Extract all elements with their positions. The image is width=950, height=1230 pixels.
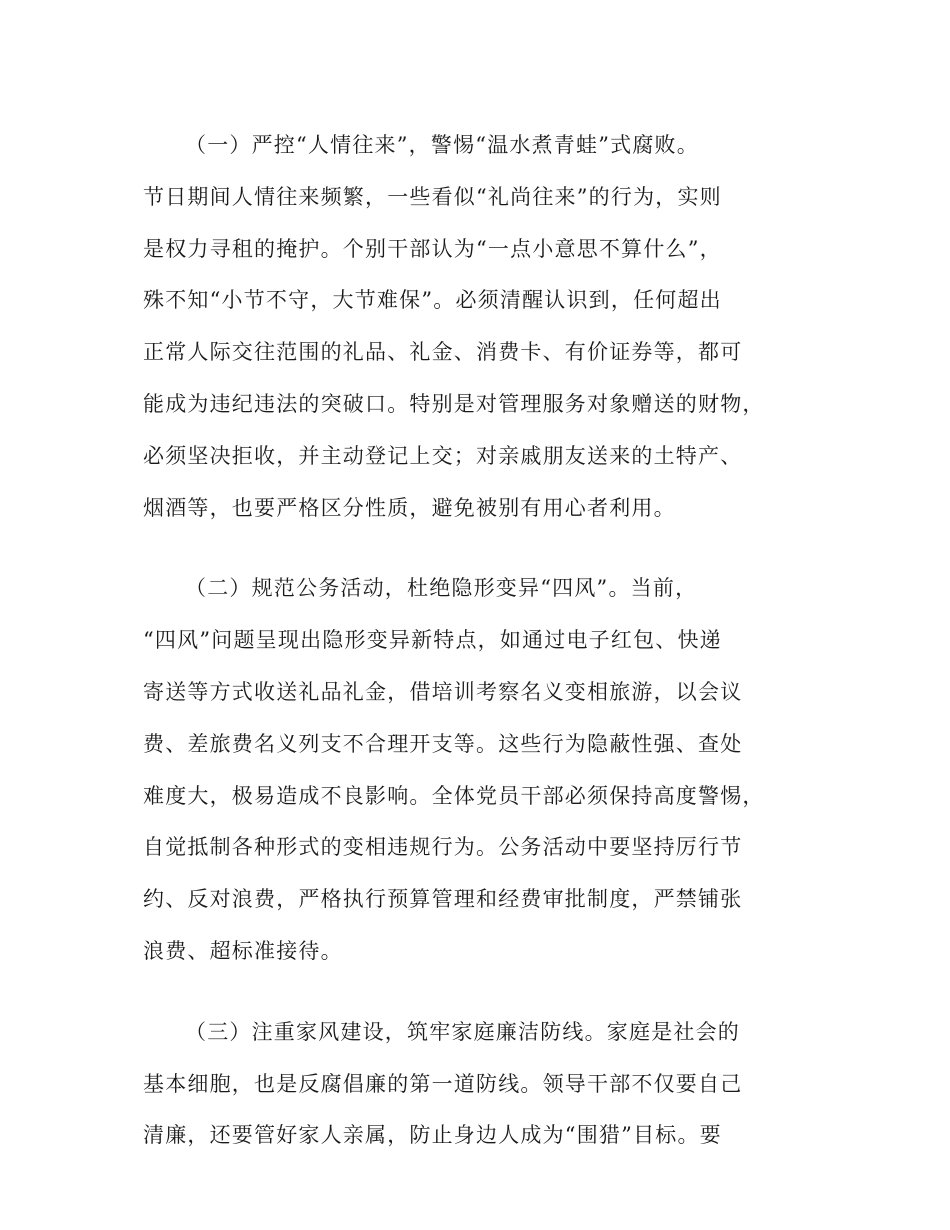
paragraph-line: （一）严控“人情往来”，警惕“温水煮青蛙”式腐败。 [185,133,699,157]
paragraph-line: 清廉，还要管好家人亲属，防止身边人成为“围猎”目标。要 [143,1123,722,1148]
paragraph-line: （二）规范公务活动，杜绝隐形变异“四风”。当前， [185,576,698,601]
paragraph-line: 基本细胞，也是反腐倡廉的第一道防线。领导干部不仅要自己 [143,1071,743,1096]
paragraph-line: 费、差旅费名义列支不合理开支等。这些行为隐蔽性强、查处 [143,731,743,756]
paragraph-line: （三）注重家风建设，筑牢家庭廉洁防线。家庭是社会的 [185,1019,740,1044]
paragraph-line: 殊不知“小节不守，大节难保”。必须清醒认识到，任何超出 [143,288,722,313]
paragraph-1 [143,120,823,534]
paragraph-line: 节日期间人情往来频繁，一些看似“礼尚往来”的行为，实则 [143,184,722,209]
paragraph-line: 烟酒等，也要严格区分性质，避免被别有用心者利用。 [143,495,676,520]
paragraph-2 [143,563,823,977]
paragraph-line: 难度大，极易造成不良影响。全体党员干部必须保持高度警惕， [143,783,765,808]
paragraph-line: 必须坚决拒收，并主动登记上交；对亲戚朋友送来的土特产、 [143,443,743,468]
paragraph-line: 是权力寻租的掩护。个别干部认为“一点小意思不算什么”， [143,236,722,261]
paragraph-line: 正常人际交往范围的礼品、礼金、消费卡、有价证券等，都可 [143,340,743,365]
paragraph-line: “四风”问题呈现出隐形变异新特点，如通过电子红包、快递 [143,628,722,653]
paragraph-line: 自觉抵制各种形式的变相违规行为。公务活动中要坚持厉行节 [143,835,743,860]
document-body [143,120,823,1191]
paragraph-line: 能成为违纪违法的突破口。特别是对管理服务对象赠送的财物， [143,391,765,416]
paragraph-3 [143,1007,823,1162]
paragraph-line: 浪费、超标准接待。 [143,938,343,963]
paragraph-line: 寄送等方式收送礼品礼金，借培训考察名义变相旅游，以会议 [143,679,743,704]
paragraph-line: 约、反对浪费，严格执行预算管理和经费审批制度，严禁铺张 [143,887,743,912]
